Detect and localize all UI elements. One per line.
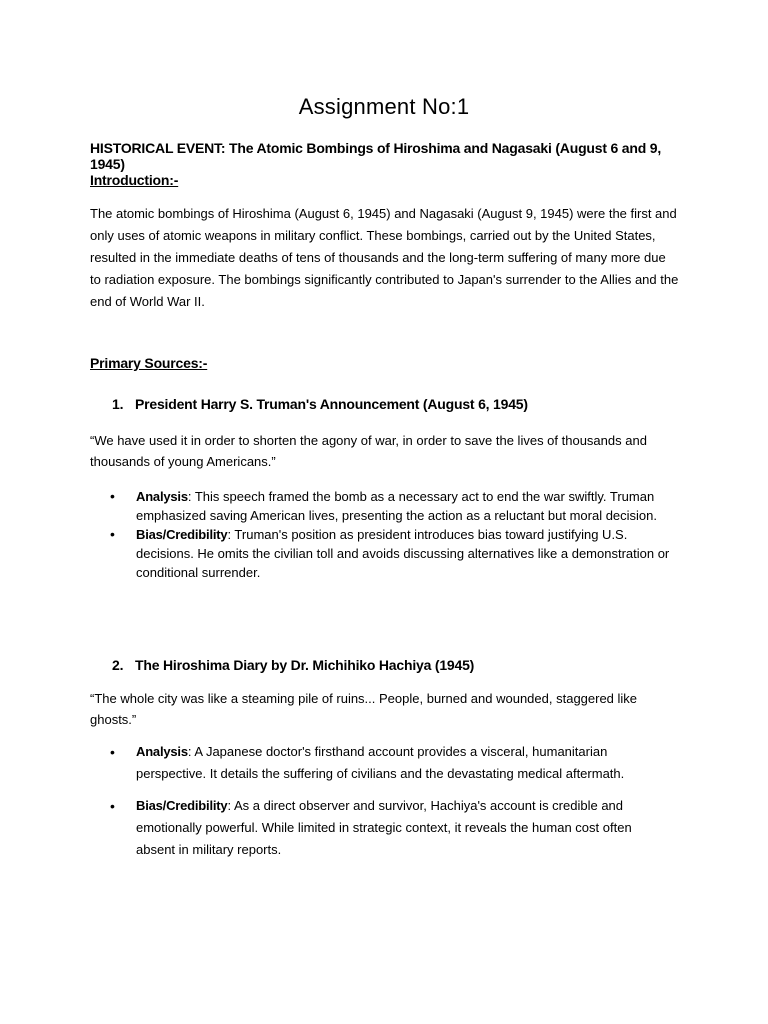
bullet-term: Analysis	[136, 744, 188, 759]
document-title: Assignment No:1	[298, 94, 470, 119]
bullet-term: Bias/Credibility	[136, 798, 228, 813]
introduction-paragraph: The atomic bombings of Hiroshima (August 6, 1945) and Nagasaki (August 9, 1945) were the first and only uses of atomic weapons in military conflict. These bombings, carried out by the United States, resulted in the immediate deaths of tens of thousands and the long-term suffering of many more due to radiation exposure. The bombings significantly contributed to Japan's surrender to the Allies and the end of World War II.	[90, 206, 679, 309]
introduction-heading: Introduction:-	[90, 172, 179, 188]
bullet-text: : A Japanese doctor's firsthand account provides a visceral, humanitarian perspective. It details the suffering of civilians and the devastating medical aftermath.	[136, 744, 625, 781]
list-item	[110, 795, 670, 861]
bullet-icon: •	[110, 488, 115, 504]
bullet-text: : This speech framed the bomb as a necessary act to end the war swiftly. Truman emphasized saving American lives, presenting the action as a reluctant but moral decision.	[136, 489, 658, 523]
source-1-quote: “We have used it in order to shorten the agony of war, in order to save the lives of thousands and thousands of young Americans.”	[90, 433, 647, 469]
source-2-number: 2.	[112, 657, 124, 673]
source-2-title: The Hiroshima Diary by Dr. Michihiko Hachiya (1945)	[135, 657, 475, 673]
historical-event-line: HISTORICAL EVENT: The Atomic Bombings of Hiroshima and Nagasaki (August 6 and 9, 1945)	[90, 140, 662, 172]
list-item	[110, 741, 670, 785]
source-1-number: 1.	[112, 396, 124, 412]
bullet-text: : Truman's position as president introduces bias toward justifying U.S. decisions. He omits the civilian toll and avoids discussing alternatives like a demonstration or conditional surrender.	[136, 527, 670, 580]
bullet-term: Analysis	[136, 489, 188, 504]
source-2-heading	[112, 657, 474, 673]
source-2-quote: “The whole city was like a steaming pile of ruins... People, burned and wounded, staggered like ghosts.”	[90, 691, 638, 727]
source-1-heading	[112, 396, 528, 412]
bullet-icon: •	[110, 798, 115, 814]
bullet-icon: •	[110, 744, 115, 760]
bullet-icon: •	[110, 526, 115, 542]
list-item	[110, 487, 670, 525]
list-item	[110, 525, 670, 582]
source-1-bullet-list	[110, 487, 670, 582]
primary-sources-heading: Primary Sources:-	[90, 355, 208, 371]
source-2-bullet-list	[110, 741, 670, 871]
bullet-text: : As a direct observer and survivor, Hachiya's account is credible and emotionally powerful. While limited in strategic context, it reveals the human cost often absent in military reports.	[136, 798, 632, 857]
source-1-title: President Harry S. Truman's Announcement (August 6, 1945)	[135, 396, 528, 412]
bullet-term: Bias/Credibility	[136, 527, 228, 542]
